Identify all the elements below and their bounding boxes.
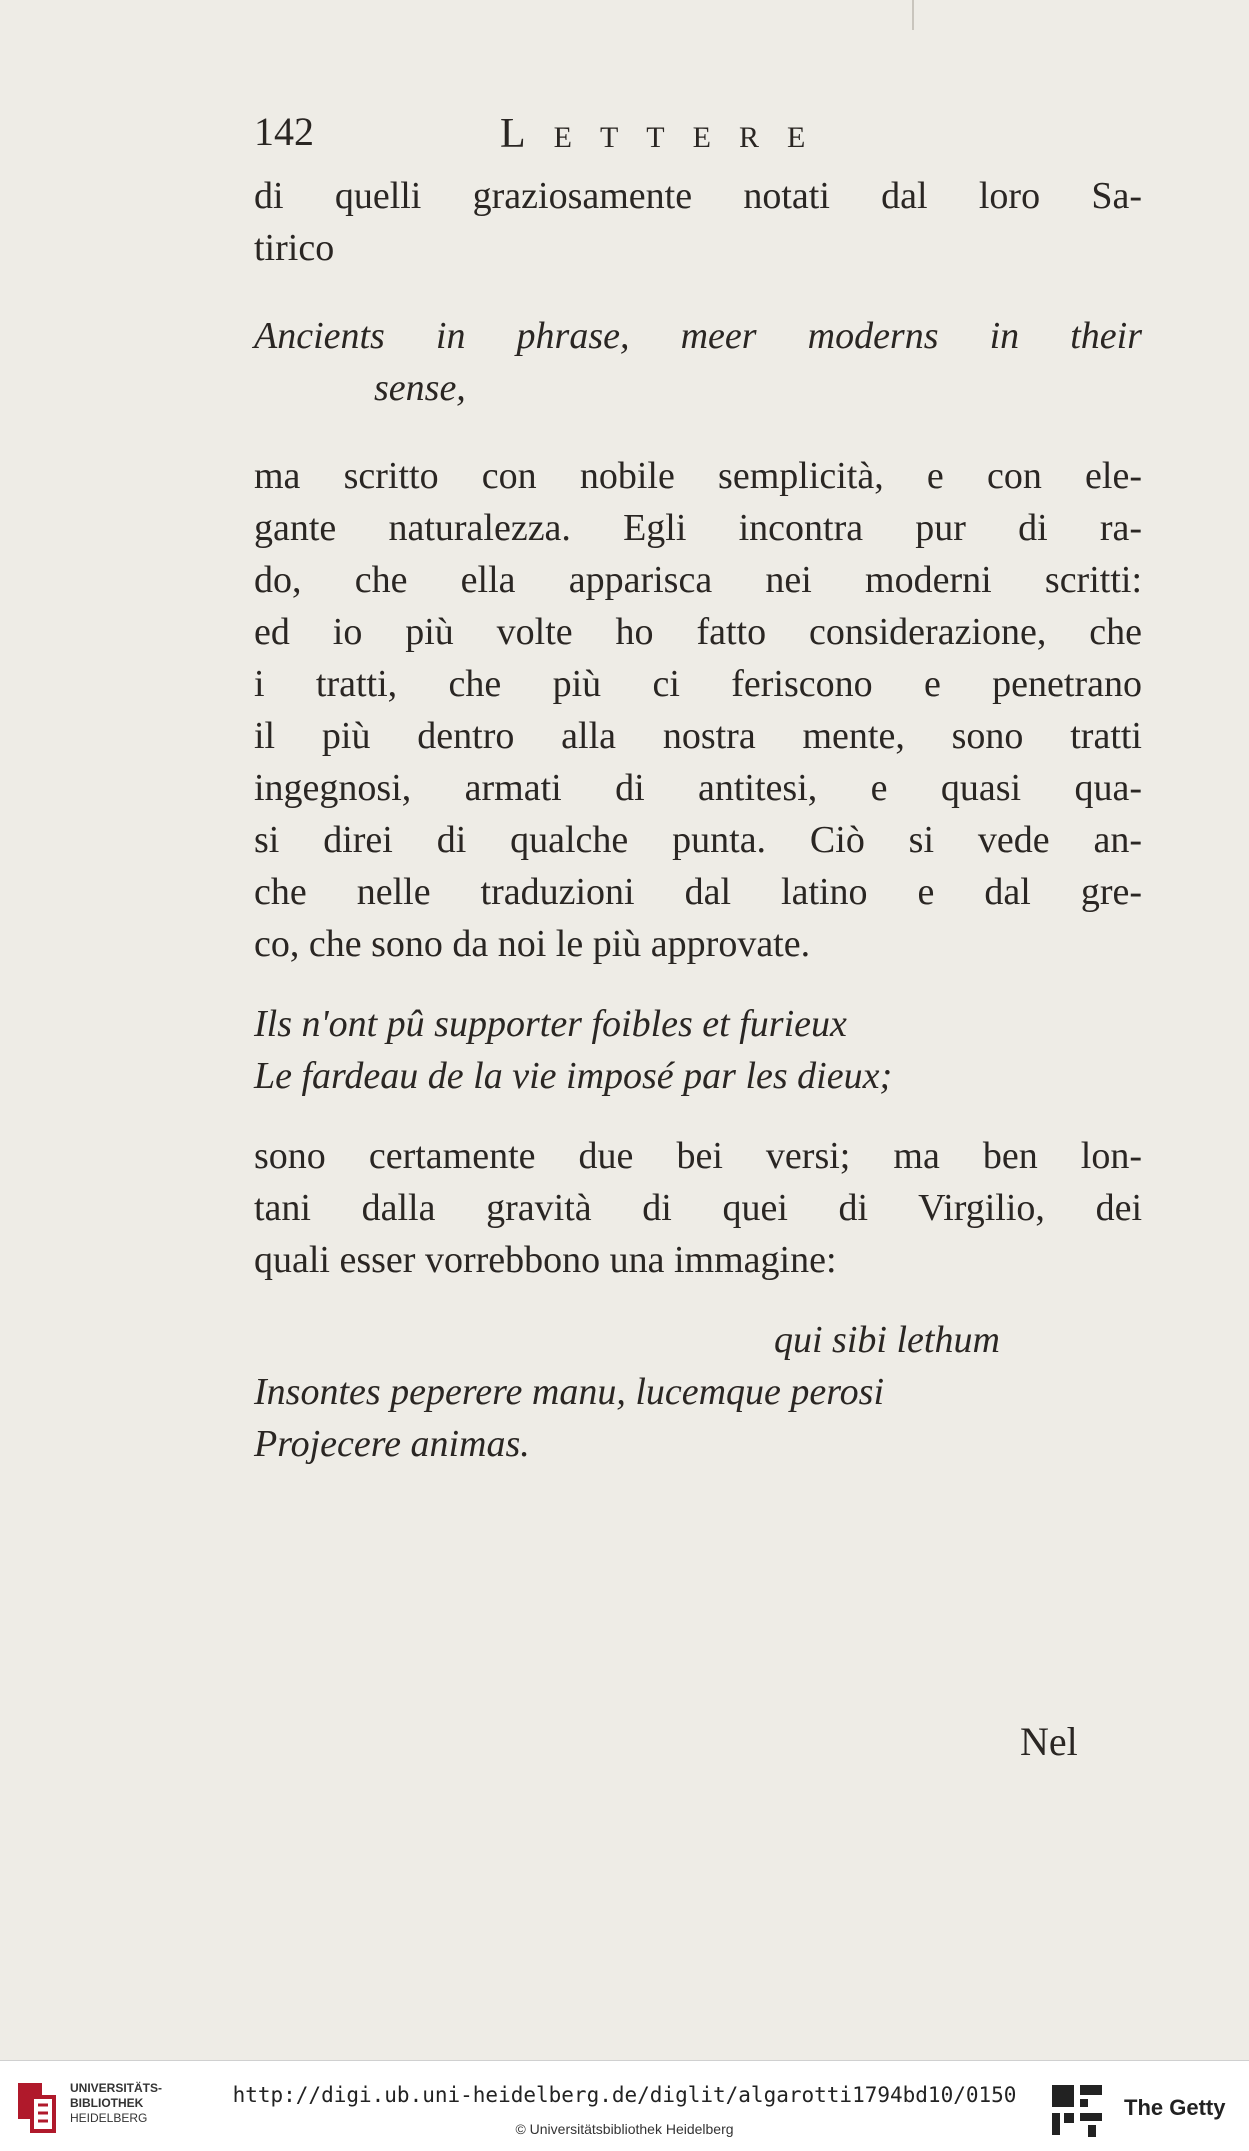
text-line: quali esser vorrebbono una immagine: [254,1239,837,1281]
partner-name: The Getty [1124,2095,1226,2120]
quote-line: Ancients in phrase, meer moderns in their [254,315,1142,357]
quote-line: Ils n'ont pû supporter foibles et furieux [254,1003,847,1045]
permalink-url[interactable]: http://digi.ub.uni-heidelberg.de/diglit/algarotti1794bd10/0150 [232,2083,1017,2107]
text-line: co, che sono da noi le più approvate. [254,923,811,965]
text-line: tirico [254,227,335,269]
catchword: Nel [1020,1719,1078,1764]
quote-line: Projecere animas. [254,1423,530,1465]
text-line: sono certamente due bei versi; ma ben lon- [254,1135,1142,1177]
running-head-cap: L [500,111,554,157]
text-line: gante naturalezza. Egli incontra pur di ra- [254,507,1142,549]
running-head-rest: ETTERE [553,121,834,154]
library-name-line-2: BIBLIOTHEK [70,2096,144,2110]
quote-line: sense, [374,367,466,409]
text-line: ingegnosi, armati di antitesi, e quasi qua- [254,767,1142,809]
text-line: il più dentro alla nostra mente, sono tratti [254,715,1142,757]
text-line: i tratti, che più ci feriscono e penetrano [254,663,1142,705]
text-line: che nelle traduzioni dal latino e dal gre- [254,871,1142,913]
quote-line: qui sibi lethum [774,1319,1000,1361]
running-head [500,110,833,158]
page-header [254,108,1154,160]
text-line: di quelli graziosamente notati dal loro Sa- [254,175,1142,217]
gutter-mark [912,0,914,30]
quote-line: Le fardeau de la vie imposé par les dieux; [254,1055,893,1097]
library-name-line-1: UNIVERSITÄTS- [70,2081,163,2095]
text-line: ed io più volte ho fatto considerazione, che [254,611,1142,653]
text-line: do, che ella apparisca nei moderni scritti: [254,559,1142,601]
page-number: 142 [254,109,314,154]
text-line: si direi di qualche punta. Ciò si vede an- [254,819,1142,861]
footer-bar [0,2060,1249,2151]
library-city: HEIDELBERG [70,2111,148,2125]
text-line: tani dalla gravità di quei di Virgilio, dei [254,1187,1142,1229]
body-text [254,170,1142,1470]
text-line: ma scritto con nobile semplicità, e con ele- [254,455,1142,497]
getty-logo-icon [1050,2083,1106,2139]
copyright-notice: © Universitätsbibliothek Heidelberg [515,2121,734,2137]
quote-line: Insontes peperere manu, lucemque perosi [254,1371,885,1413]
